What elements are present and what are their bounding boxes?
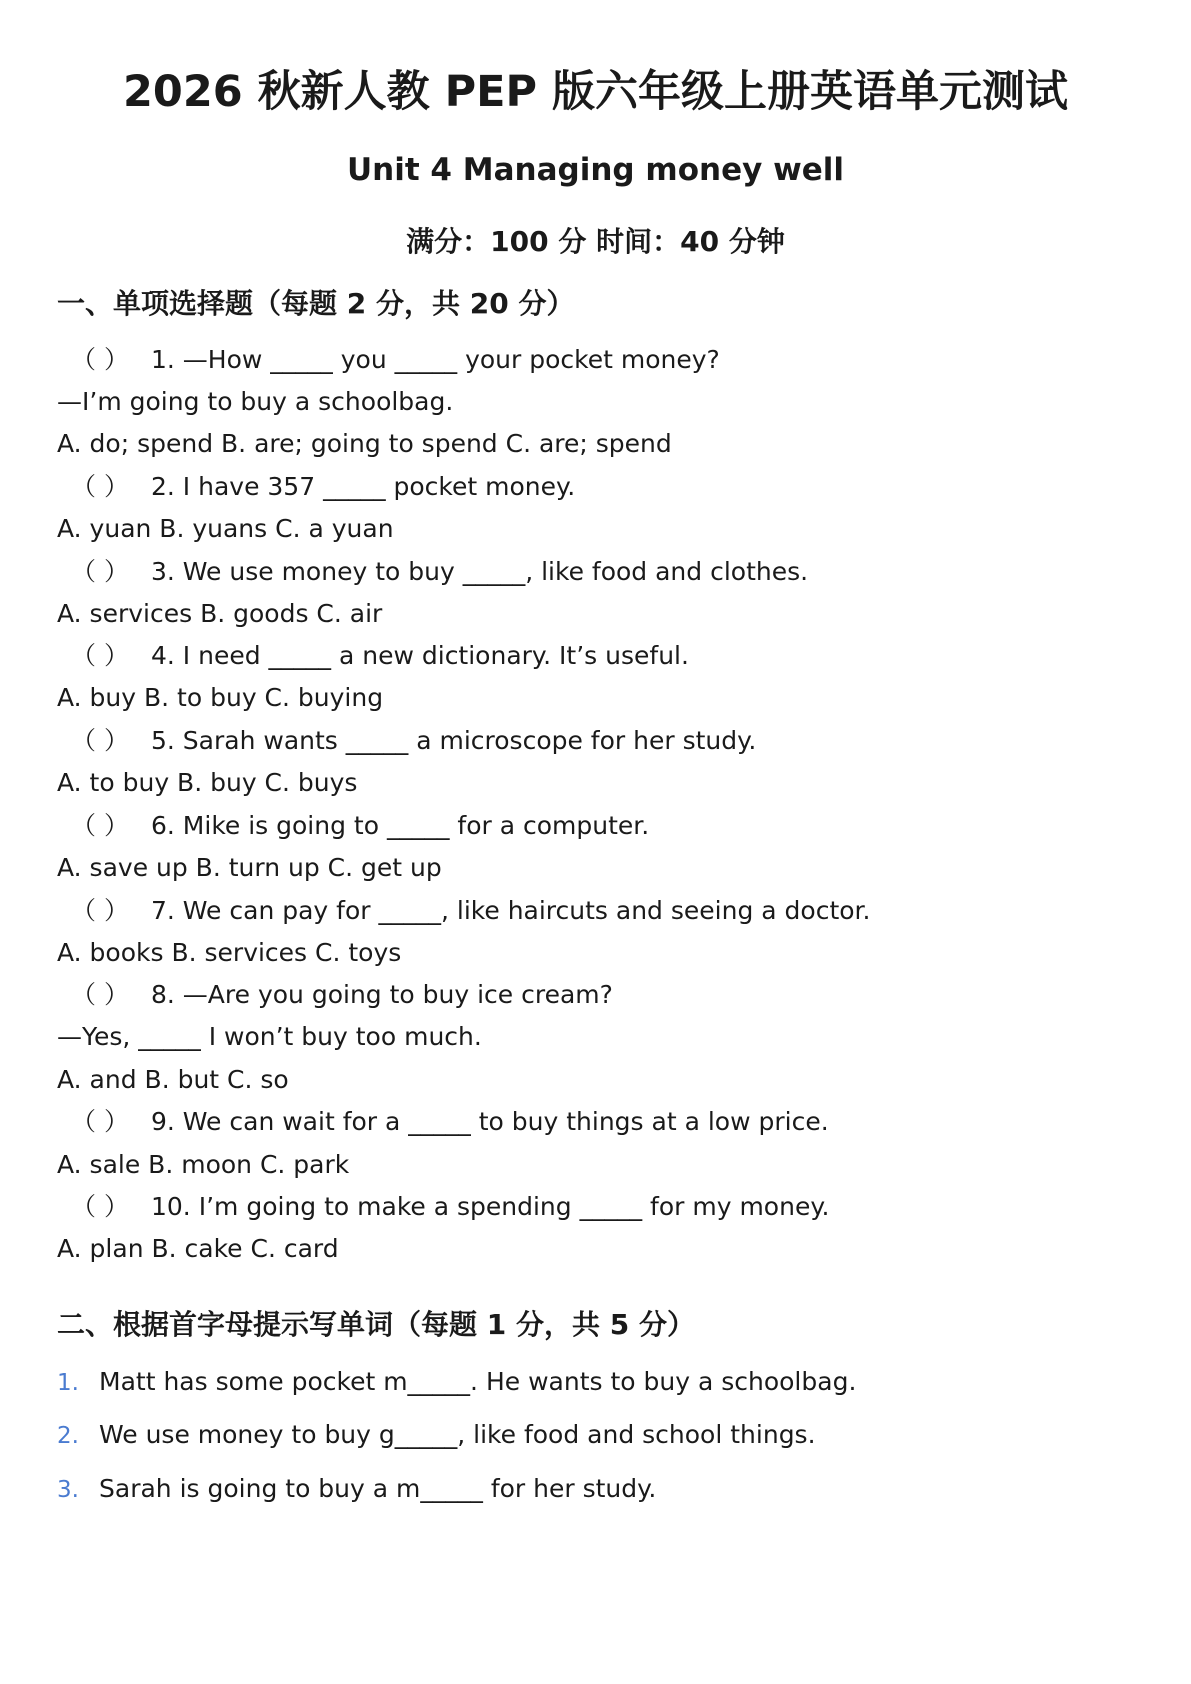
- fill-item-3: [57, 1472, 656, 1507]
- question-stem: 1. —How _____ you _____ your pocket money?: [151, 345, 720, 374]
- question-stem: 10. I’m going to make a spending _____ for my money.: [151, 1192, 830, 1221]
- answer-bracket[interactable]: （ ）: [71, 641, 129, 670]
- fill-item-text: We use money to buy g_____, like food and school things.: [99, 1420, 816, 1449]
- question-stem: 5. Sarah wants _____ a microscope for her study.: [151, 726, 757, 755]
- question-4-options: A. buy B. to buy C. buying: [57, 683, 384, 712]
- question-7: [57, 895, 870, 927]
- fill-item-1: [57, 1365, 856, 1400]
- question-1: [57, 344, 720, 376]
- question-stem: 7. We can pay for _____, like haircuts and seeing a doctor.: [151, 896, 871, 925]
- question-8: [57, 979, 613, 1011]
- question-9: [57, 1106, 829, 1138]
- page-title: 2026 秋新人教 PEP 版六年级上册英语单元测试: [123, 67, 1068, 117]
- question-10-options: A. plan B. cake C. card: [57, 1234, 339, 1263]
- question-stem: 3. We use money to buy _____, like food and clothes.: [151, 557, 809, 586]
- question-3: [57, 556, 808, 588]
- question-stem: 6. Mike is going to _____ for a computer.: [151, 811, 650, 840]
- answer-bracket[interactable]: （ ）: [71, 811, 129, 840]
- answer-bracket[interactable]: （ ）: [71, 1192, 129, 1221]
- question-8-options: A. and B. but C. so: [57, 1065, 289, 1094]
- question-10: [57, 1191, 830, 1223]
- question-6-options: A. save up B. turn up C. get up: [57, 853, 442, 882]
- answer-bracket[interactable]: （ ）: [71, 896, 129, 925]
- question-2-options: A. yuan B. yuans C. a yuan: [57, 514, 394, 543]
- answer-bracket[interactable]: （ ）: [71, 345, 129, 374]
- answer-bracket[interactable]: （ ）: [71, 726, 129, 755]
- item-number: 1.: [57, 1370, 79, 1396]
- question-2: [57, 471, 575, 503]
- question-stem: 4. I need _____ a new dictionary. It’s useful.: [151, 641, 689, 670]
- fill-item-text: Sarah is going to buy a m_____ for her study.: [99, 1474, 657, 1503]
- item-number: 2.: [57, 1423, 79, 1449]
- question-8-reply: —Yes, _____ I won’t buy too much.: [57, 1022, 482, 1051]
- question-7-options: A. books B. services C. toys: [57, 938, 402, 967]
- score-time-line: 满分：100 分 时间：40 分钟: [406, 225, 785, 258]
- question-9-options: A. sale B. moon C. park: [57, 1150, 350, 1179]
- question-4: [57, 640, 689, 672]
- question-stem: 2. I have 357 _____ pocket money.: [151, 472, 576, 501]
- unit-subtitle: Unit 4 Managing money well: [346, 152, 845, 188]
- question-stem: 8. —Are you going to buy ice cream?: [151, 980, 613, 1009]
- question-1-reply: —I’m going to buy a schoolbag.: [57, 387, 454, 416]
- answer-bracket[interactable]: （ ）: [71, 980, 129, 1009]
- answer-bracket[interactable]: （ ）: [71, 557, 129, 586]
- fill-item-text: Matt has some pocket m_____. He wants to buy a schoolbag.: [99, 1367, 857, 1396]
- question-stem: 9. We can wait for a _____ to buy things at a low price.: [151, 1107, 829, 1136]
- question-3-options: A. services B. goods C. air: [57, 599, 383, 628]
- fill-item-2: [57, 1418, 816, 1453]
- section-1-heading: 一、单项选择题（每题 2 分，共 20 分）: [57, 287, 575, 320]
- answer-bracket[interactable]: （ ）: [71, 472, 129, 501]
- item-number: 3.: [57, 1477, 79, 1503]
- question-1-options: A. do; spend B. are; going to spend C. are; spend: [57, 429, 672, 458]
- question-5-options: A. to buy B. buy C. buys: [57, 768, 358, 797]
- question-5: [57, 725, 756, 757]
- section-2-heading: 二、根据首字母提示写单词（每题 1 分，共 5 分）: [57, 1308, 695, 1341]
- question-6: [57, 810, 649, 842]
- answer-bracket[interactable]: （ ）: [71, 1107, 129, 1136]
